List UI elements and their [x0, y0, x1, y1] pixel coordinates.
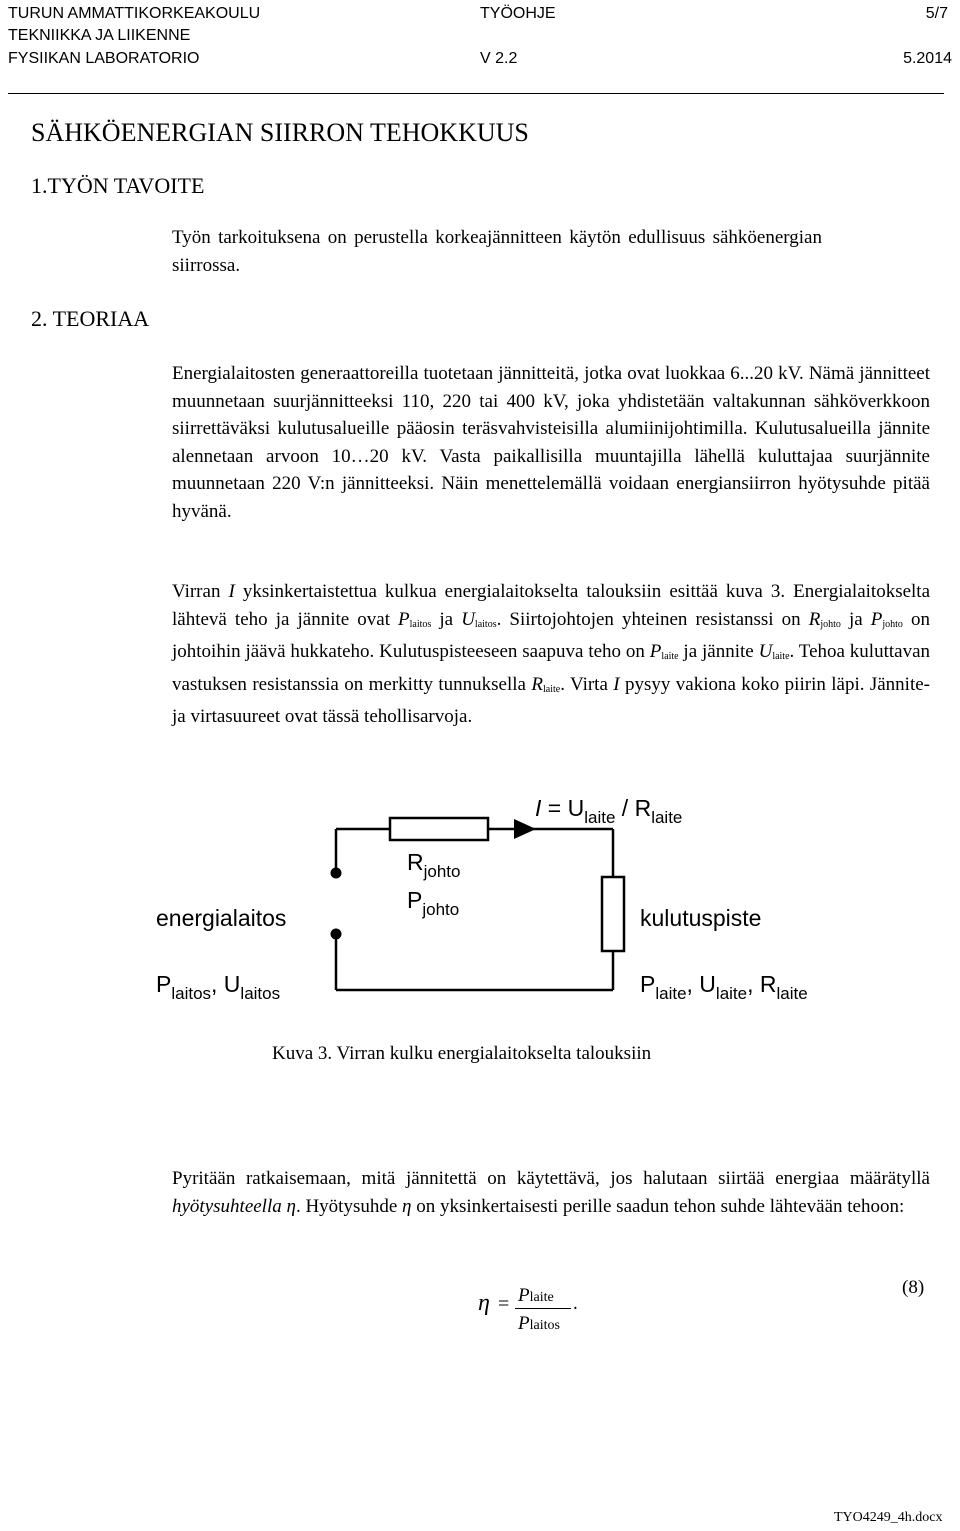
load-resistor-symbol [602, 877, 624, 951]
section-heading-goal: 1.TYÖN TAVOITE [31, 173, 205, 198]
source-terminal-bottom [331, 929, 342, 940]
source-label: energialaitos [156, 905, 287, 931]
header-school-line3: FYSIIKAN LABORATORIO [8, 50, 200, 67]
equation-number: (8) [902, 1277, 925, 1298]
header-rule [8, 93, 944, 94]
theory-paragraph-1: Energialaitosten generaattoreilla tuotetaan jännitteitä, jotka ovat luokkaa 6...20 kV. Nämä jännitteet muunnetaan suurjännitteeksi 110, 220 tai 400 kV, joka yhdistetään valtakunnan sähköverkkoon siirrettäväksi kulutusalueille pääosin teräsvahvisteisilla alumiinijohtimilla. Kulutusalueilla jännite alennetaan arvoon 10…20 kV. Vasta paikallisilla muuntajilla lähellä kuluttajaa suurjännite muunnetaan 220 V:n jännitteeksi. Näin menettelemällä voidaan energiansiirron hyötysuhde pitää hyvänä. [172, 363, 930, 522]
page-title: SÄHKÖENERGIAN SIIRRON TEHOKKUUS [31, 118, 529, 147]
current-formula: $I = U_{laite} / R_{laite}$ [535, 795, 683, 827]
theory-paragraph-3: Pyritään ratkaisemaan, mitä jännitettä on käytettävä, jos halutaan siirtää energiaa määrätyllä hyötysuhteella η. Hyötysuhde η on yksinkertaisesti perille saadun tehon suhde lähtevään tehoon: [172, 1168, 930, 1217]
equation-lhs: η [478, 1290, 490, 1316]
header-page-number: 5/7 [925, 5, 948, 22]
section-heading-theory: 2. TEORIAA [31, 306, 150, 331]
fraction-bar [515, 1308, 571, 1309]
equation-period: . [573, 1293, 578, 1314]
header-school-line2: TEKNIIKKA JA LIIKENNE [8, 27, 191, 44]
header-school-line1: TURUN AMMATTIKORKEAKOULU [8, 5, 261, 22]
line-resistor-symbol [390, 818, 488, 840]
load-label: kulutuspiste [640, 905, 762, 931]
footer-filename: TYO4249_4h.docx [834, 1510, 943, 1525]
load-values: $P_{laite}$, $U_{laite}$, $R_{laite}$ [640, 971, 808, 1003]
source-values: $P_{laitos}$, $U_{laitos}$ [156, 971, 281, 1003]
figure-caption: Kuva 3. Virran kulku energialaitokselta talouksiin [272, 1043, 652, 1064]
source-terminal-top [331, 868, 342, 879]
header-date: 5.2014 [903, 50, 952, 67]
circuit-diagram [140, 780, 900, 1020]
theory-paragraph-2: Virran I yksinkertaistettua kulkua energialaitokselta talouksiin esittää kuva 3. Energialaitokselta lähtevä teho ja jännite ovat $P_{laitos}$ ja $U_{laitos}$. Siirtojohtojen yhteinen resistanssi on $R_{johto}$ ja $P_{johto}$ on johtoihin jäävä hukkateho. Kulutuspisteeseen saapuva teho on $P_{laite}$ ja jännite $U_{laite}$. Tehoa kuluttavan vastuksen resistanssia on merkitty tunnuksella $R_{laite}$. Virta I pysyy vakiona koko piirin läpi. Jännite- ja virtasuureet ovat tässä tehollisarvoja. [172, 581, 931, 727]
header-version: V 2.2 [480, 50, 518, 67]
current-arrow-icon [514, 819, 536, 839]
line-resistance-label: $R_{johto}$ [407, 849, 461, 881]
equation-equals: = [498, 1293, 510, 1315]
equation-denominator: Plaitos [518, 1313, 560, 1334]
equation-numerator: Plaite [518, 1285, 554, 1306]
header-doc-type: TYÖOHJE [480, 5, 556, 22]
line-loss-label: $P_{johto}$ [407, 887, 460, 919]
goal-paragraph: Työn tarkoituksena on perustella korkeajännitteen käytön edullisuus sähköenergian siirrossa. [172, 227, 822, 276]
